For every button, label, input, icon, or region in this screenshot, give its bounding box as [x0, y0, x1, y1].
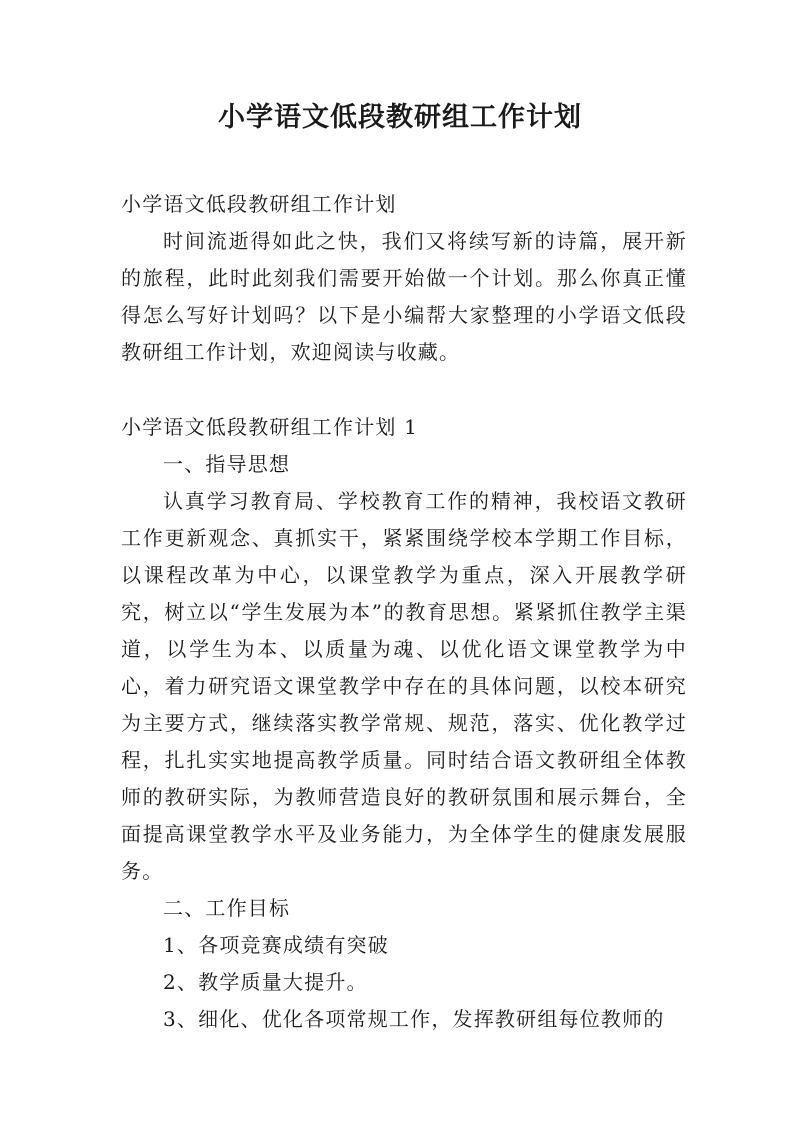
intro-text: 时间流逝得如此之快，我们又将续写新的诗篇，展开新的旅程，此时此刻我们需要开始做一个计划。那么你真正懂得怎么写好计划吗？以下是小编帮大家整理的小学语文低段教研组工作计划，欢迎阅读与收藏。 [121, 229, 687, 364]
goal-item-1: 1、各项竞赛成绩有突破 [163, 933, 389, 957]
goal-item-3: 3、细化、优化各项常规工作，发挥教研组每位教师的 [163, 1007, 665, 1031]
intro-paragraph [121, 223, 687, 371]
section-1-body: 认真学习教育局、学校教育工作的精神，我校语文教研工作更新观念、真抓实干，紧紧围绕学校本学期工作目标，以课程改革为中心，以课堂教学为重点，深入开展教学研究，树立以“学生发展为本”的教育思想。紧紧抓住教学主渠道，以学生为本、以质量为魂、以优化语文课堂教学为中心，着力研究语文课堂教学中存在的具体问题，以校本研究为主要方式，继续落实教学常规、规范，落实、优化教学过程，扎扎实实地提高教学质量。同时结合语文教研组全体教师的教研实际，为教师营造良好的教研氛围和展示舞台，全面提高课堂教学水平及业务能力，为全体学生的健康发展服务。 [121, 489, 687, 883]
goal-item-2: 2、教学质量大提升。 [163, 970, 368, 994]
document-title: 小学语文低段教研组工作计划 [218, 102, 582, 133]
section-2-heading: 二、工作目标 [163, 896, 291, 920]
plan-1-heading: 小学语文低段教研组工作计划 1 [121, 415, 419, 439]
document-subtitle: 小学语文低段教研组工作计划 [121, 192, 397, 216]
plan-1-section [121, 409, 687, 1038]
section-1-heading: 一、指导思想 [163, 452, 291, 476]
